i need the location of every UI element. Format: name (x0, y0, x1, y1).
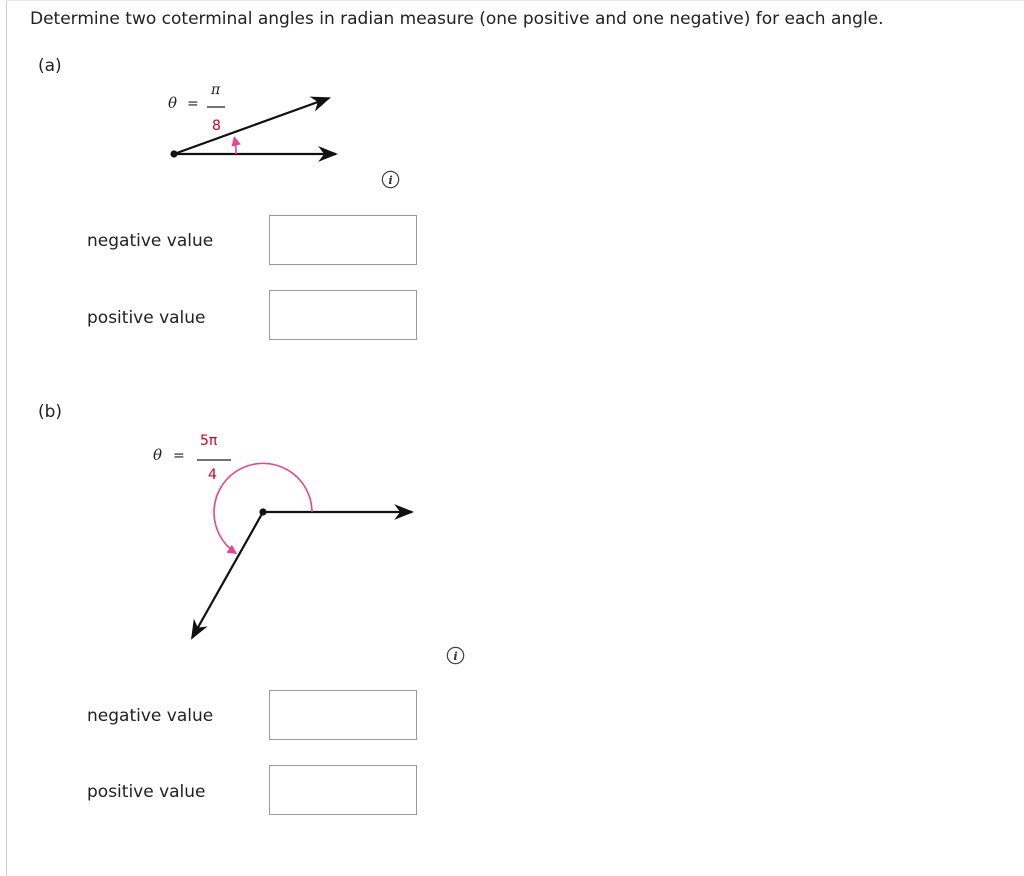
positive-value-input-a[interactable] (269, 290, 417, 340)
theta-equation-a (168, 82, 225, 134)
info-icon[interactable] (381, 170, 400, 189)
fraction-denominator: 8 (212, 118, 221, 134)
vertex-point (259, 508, 266, 515)
theta-symbol: θ (168, 94, 178, 112)
equals-sign: = (187, 96, 199, 112)
info-icon[interactable] (446, 646, 465, 665)
part-b-label: (b) (38, 402, 63, 422)
svg-text:i: i (388, 172, 393, 187)
page-top-border (6, 0, 1024, 1)
angle-b-diagram (140, 420, 430, 650)
vertex-point (170, 150, 177, 157)
negative-value-input-a[interactable] (269, 215, 417, 265)
equals-sign: = (173, 448, 185, 464)
fraction-numerator: π (211, 82, 221, 98)
angle-arc (214, 463, 312, 553)
positive-value-label-a: positive value (87, 308, 206, 328)
fraction-numerator: 5π (200, 433, 218, 449)
negative-value-label-b: negative value (87, 706, 214, 726)
negative-value-label-a: negative value (87, 231, 214, 251)
theta-symbol: θ (153, 446, 163, 464)
fraction-denominator: 4 (208, 467, 217, 483)
negative-value-input-b[interactable] (269, 690, 417, 740)
part-a-label: (a) (38, 56, 62, 76)
terminal-side-ray (192, 512, 263, 638)
positive-value-input-b[interactable] (269, 765, 417, 815)
page-left-border (6, 0, 7, 876)
svg-text:i: i (453, 648, 458, 663)
angle-arc (235, 138, 237, 154)
question-prompt: Determine two coterminal angles in radian measure (one positive and one negative) for each angle. (30, 9, 884, 29)
positive-value-label-b: positive value (87, 782, 206, 802)
theta-equation-b (153, 433, 231, 483)
angle-a-diagram (150, 80, 360, 170)
